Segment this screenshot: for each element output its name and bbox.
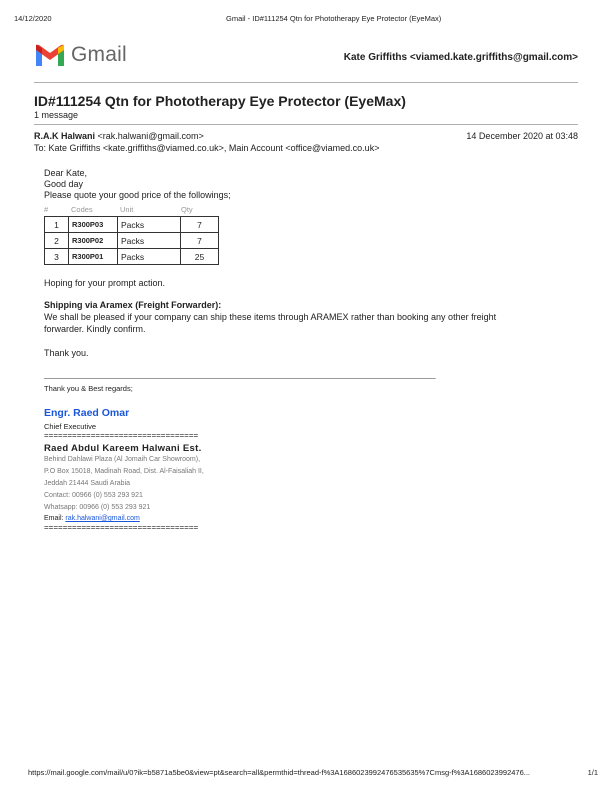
signature-name: Engr. Raed Omar — [44, 407, 130, 419]
table-header-num: # — [44, 205, 49, 214]
signature-email-line — [44, 515, 140, 522]
row-unit: Packs — [118, 233, 181, 249]
recipients: To: Kate Griffiths <kate.griffiths@viamed.co.uk>, Main Account <office@viamed.co.uk> — [34, 143, 380, 153]
row-qty: 25 — [181, 249, 219, 265]
row-code: R300P02 — [69, 233, 118, 249]
signature-contact: Contact: 00966 (0) 553 293 921 — [44, 492, 143, 499]
row-unit: Packs — [118, 249, 181, 265]
regards-line: Thank you & Best regards; — [44, 384, 133, 393]
signature-separator: ================================= — [44, 431, 199, 440]
signature-address-3: Jeddah 21444 Saudi Arabia — [44, 480, 131, 487]
gmail-logo-icon — [34, 44, 66, 68]
table-row — [45, 233, 219, 249]
shipping-line-2: forwarder. Kindly confirm. — [44, 324, 146, 334]
print-page-number: 1/1 — [587, 768, 598, 777]
row-qty: 7 — [181, 217, 219, 233]
row-number: 3 — [45, 249, 69, 265]
row-number: 2 — [45, 233, 69, 249]
header-divider — [34, 82, 578, 83]
sender — [34, 131, 204, 141]
print-date: 14/12/2020 — [14, 14, 52, 23]
table-row — [45, 249, 219, 265]
underline-separator: ________________________________________________________________________________________ — [44, 370, 436, 379]
shipping-title: Shipping via Aramex (Freight Forwarder): — [44, 300, 222, 310]
table-header-codes: Codes — [71, 205, 93, 214]
table-header-unit: Unit — [120, 205, 134, 214]
table-header-qty: Qty — [181, 205, 193, 214]
signature-email-label: Email: — [44, 515, 64, 522]
thread-subject: ID#111254 Qtn for Phototherapy Eye Protector (EyeMax) — [34, 93, 406, 109]
row-code: R300P01 — [69, 249, 118, 265]
account-label: Kate Griffiths <viamed.kate.griffiths@gmail.com> — [343, 52, 578, 63]
row-number: 1 — [45, 217, 69, 233]
row-unit: Packs — [118, 217, 181, 233]
print-url: https://mail.google.com/mail/u/0?ik=b5871a5be0&view=pt&search=all&permthid=thread-f%3A1686023992476535635%7Cmsg-f%3A1686023992476... — [28, 768, 531, 777]
message-date: 14 December 2020 at 03:48 — [466, 131, 578, 141]
thanks-line: Thank you. — [44, 348, 89, 358]
table-row — [45, 217, 219, 233]
request-line: Please quote your good price of the followings; — [44, 190, 231, 200]
shipping-line-1: We shall be pleased if your company can ship these items through ARAMEX rather than booking any other freight — [44, 312, 497, 322]
signature-whatsapp: Whatsapp: 00966 (0) 553 293 921 — [44, 504, 151, 511]
signature-address-2: P.O Box 15018, Madinah Road, Dist. Al-Faisaliah II, — [44, 468, 204, 475]
signature-address-1: Behind Dahlawi Plaza (Al Jomaih Car Showroom), — [44, 456, 201, 463]
sender-email: <rak.halwani@gmail.com> — [97, 131, 204, 141]
subject-divider — [34, 124, 578, 125]
salutation: Good day — [44, 179, 84, 189]
hoping-line: Hoping for your prompt action. — [44, 278, 166, 288]
signature-role: Chief Executive — [44, 422, 97, 431]
signature-separator-bottom: ================================= — [44, 523, 199, 532]
items-table — [44, 216, 219, 265]
print-title: Gmail - ID#111254 Qtn for Phototherapy Eye Protector (EyeMax) — [226, 14, 442, 23]
row-code: R300P03 — [69, 217, 118, 233]
message-count: 1 message — [34, 110, 79, 120]
signature-company: Raed Abdul Kareem Halwani Est. — [44, 443, 202, 454]
greeting: Dear Kate, — [44, 168, 88, 178]
signature-email-link[interactable]: rak.halwani@gmail.com — [65, 515, 140, 522]
gmail-logo-text: Gmail — [71, 43, 127, 66]
row-qty: 7 — [181, 233, 219, 249]
sender-name: R.A.K Halwani — [34, 131, 96, 141]
